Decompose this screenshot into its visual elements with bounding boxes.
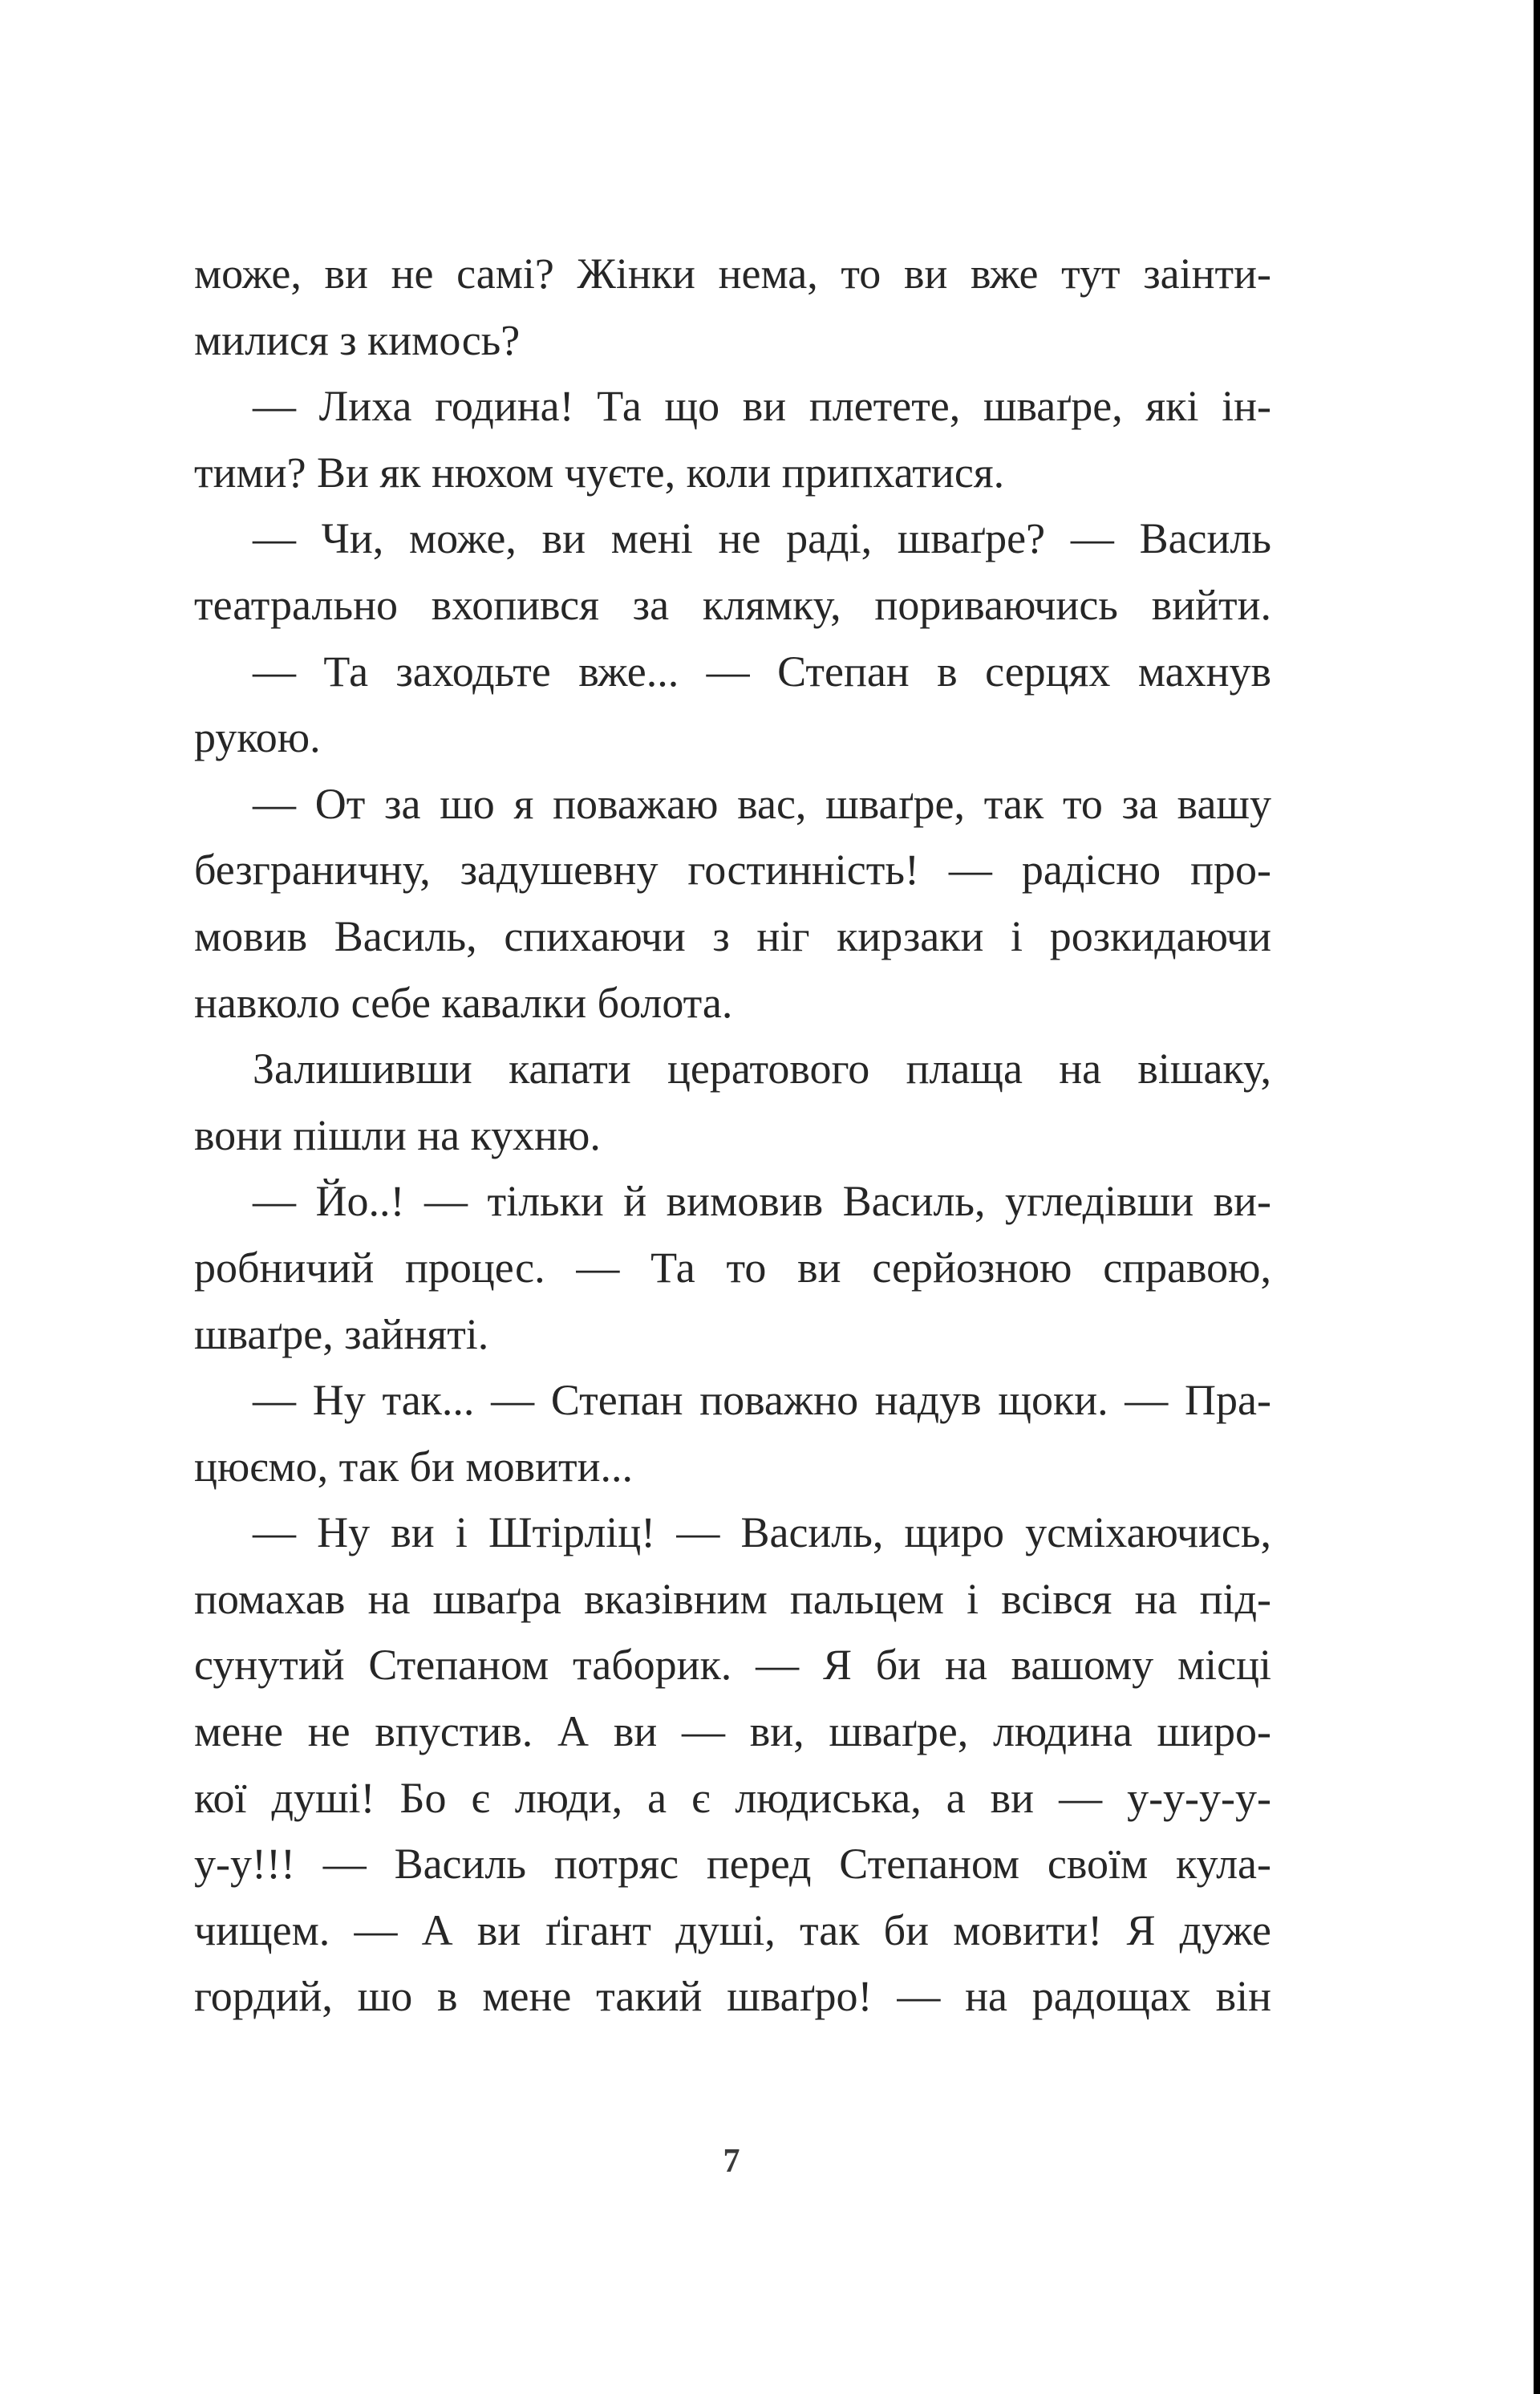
page-number: 7 xyxy=(723,2143,740,2180)
text-line: мене не впустив. А ви — ви, шваґре, людина широ- xyxy=(194,1707,1271,1756)
text-line: гордий, шо в мене такий шваґро! — на радощах він xyxy=(194,1972,1271,2021)
text-line: може, ви не самі? Жінки нема, то ви вже тут заінти- xyxy=(194,250,1271,298)
text-line: сунутий Степаном таборик. — Я би на вашому місці xyxy=(194,1641,1271,1690)
text-line: — Ну так... — Степан поважно надув щоки. — Пра- xyxy=(253,1376,1271,1425)
text-line: навколо себе кавалки болота. xyxy=(194,978,733,1027)
text-line: безграничну, задушевну гостинність! — радісно про- xyxy=(194,846,1271,895)
body-text xyxy=(194,241,1271,2030)
text-line: рукою. xyxy=(194,713,321,762)
text-line: — Ну ви і Штірліц! — Василь, щиро усміхаючись, xyxy=(253,1508,1271,1557)
text-line: — Чи, може, ви мені не раді, шваґре? — Василь xyxy=(253,514,1271,563)
text-line: мовив Василь, спихаючи з ніг кирзаки і розкидаючи xyxy=(194,911,1271,960)
text-line: робничий процес. — Та то ви серйозною справою, xyxy=(194,1243,1271,1292)
text-line: кої душі! Бо є люди, а є людиська, а ви — у-у-у-у- xyxy=(194,1773,1271,1822)
text-line: шваґре, зайняті. xyxy=(194,1309,489,1358)
text-line: Залишивши капати цератового плаща на вішаку, xyxy=(253,1045,1271,1094)
text-line: театрально вхопився за клямку, пориваючись вийти. xyxy=(194,580,1271,629)
text-line: — От за шо я поважаю вас, шваґре, так то за вашу xyxy=(253,779,1271,828)
text-line: у-у!!! — Василь потряс перед Степаном своїм кула- xyxy=(194,1840,1271,1889)
text-line: тими? Ви як нюхом чуєте, коли припхатися. xyxy=(194,448,1005,497)
text-line: — Та заходьте вже... — Степан в серцях махнув xyxy=(253,647,1271,696)
text-line: цюємо, так би мовити... xyxy=(194,1442,633,1491)
text-line: — Йо..! — тільки й вимовив Василь, угледівши ви- xyxy=(253,1177,1271,1226)
text-line: чищем. — А ви ґігант душі, так би мовити! Я дуже xyxy=(194,1905,1271,1954)
text-line: милися з кимось? xyxy=(194,315,521,364)
page-edge-bar xyxy=(1534,0,1540,2394)
text-line: — Лиха година! Та що ви плетете, шваґре, які ін- xyxy=(253,382,1271,431)
text-line: помахав на шваґра вказівним пальцем і всівся на під- xyxy=(194,1574,1271,1623)
text-line: вони пішли на кухню. xyxy=(194,1110,601,1159)
